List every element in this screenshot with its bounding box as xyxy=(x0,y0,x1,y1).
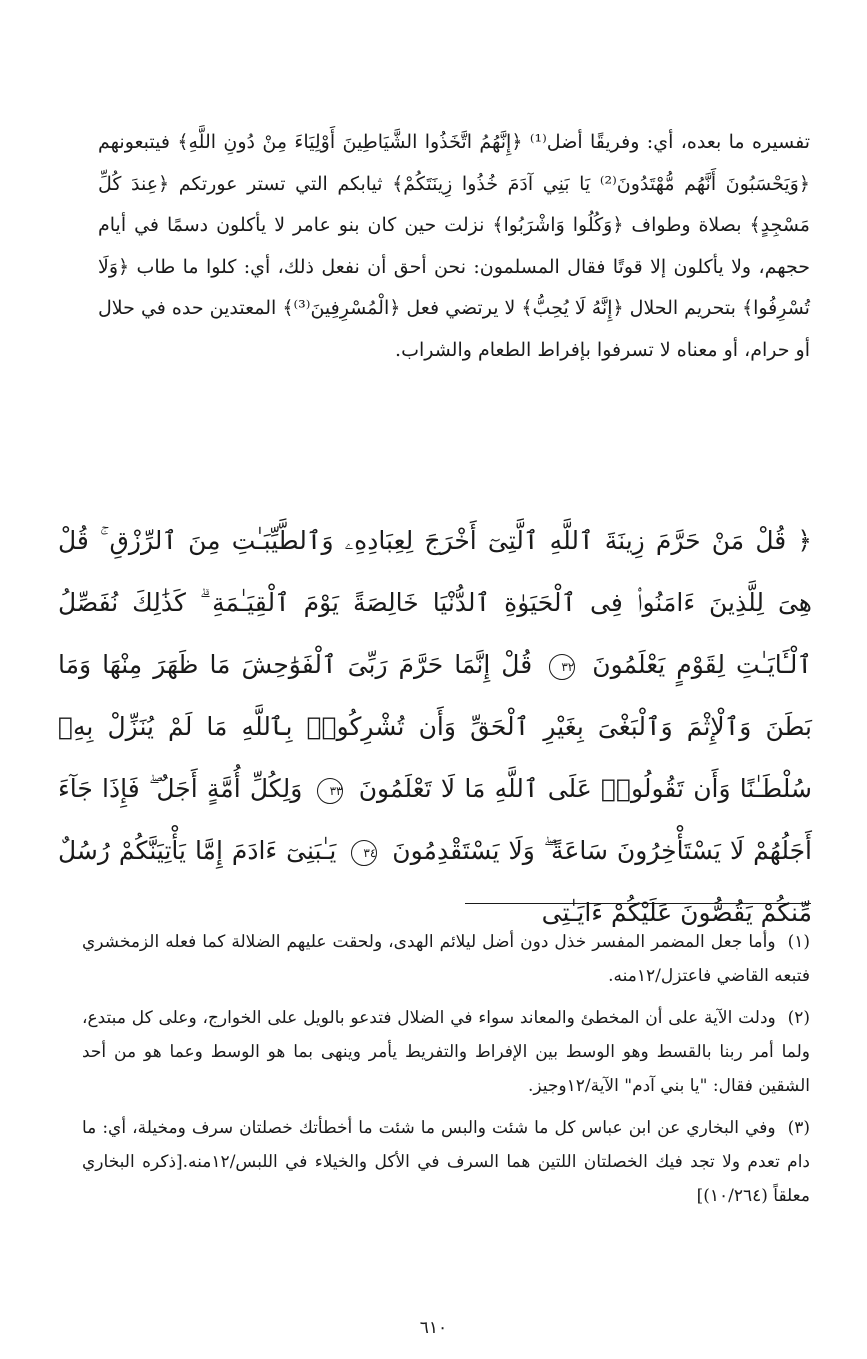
footnote-text: وأما جعل المضمر المفسر خذل دون أضل ليلائم الهدى، ولحقت عليهم الضلالة كما فعله الزمخشري فتبعه القاضي فاعتزل/١٢منه. xyxy=(82,932,810,986)
commentary-line-1: تفسيره ما بعده، أي: وفريقًا أضل⁽¹⁾ ﴿إِنَّهُمُ اتَّخَذُوا الشَّيَاطِينَ أَوْلِيَاءَ مِنْ دُونِ اللَّهِ﴾ xyxy=(177,131,810,153)
commentary-line-4: كان بنو عامر لا يأكلون دسمًا في أيام حجهم، ولا يأكلون إلا قوتًا فقال المسلمون: xyxy=(98,214,810,278)
footnote-number: (٢) xyxy=(787,1008,810,1028)
page-number: ٦١٠ xyxy=(419,1318,448,1338)
footnote-text: وفي البخاري عن ابن عباس كل ما شئت والبس ما شئت ما أخطأتك خصلتان سرف ومخيلة، أي: ما دام تعدم ولا تجد فيك الخصلتان اللتين هما السرف في الأكل والخيلاء في اللبس/١٢منه.[ذكره البخاري معلقاً (١٠/٢٦٤)] xyxy=(82,1118,810,1206)
verse-text: ﴿ قُلْ مَنْ حَرَّمَ زِينَةَ ٱللَّهِ ٱلَّتِىٓ أَخْرَجَ لِعِبَادِهِۦ وَٱلطَّيِّبَـٰتِ مِنَ ٱلرِّزْقِ ۚ قُلْ هِىَ لِلَّذِينَ ءَامَنُوا۟ فِى ٱلْحَيَوٰةِ ٱلدُّنْيَا خَالِصَةً يَوْمَ ٱلْقِيَـٰمَةِ ۗ كَذَٰلِكَ نُفَصِّلُ ٱلْـَٔايَـٰتِ لِقَوْمٍ يَعْلَمُونَ xyxy=(58,526,812,679)
footnote-number: (١) xyxy=(787,932,810,952)
quran-verses xyxy=(58,510,812,944)
ayah-marker: ٣٢ xyxy=(549,654,575,680)
footnote xyxy=(82,925,810,993)
footnote-text: ودلت الآية على أن المخطئ والمعاند سواء في الضلال فتدعو بالويل على الخوارج، وعلى كل مبتدع، ولما أمر ربنا بالقسط وهو الوسط بين الإفراط والتفريط يأمر وينهى بما هو الوسط وعما هو من أحد الشقين فقال: "يا بني آدم" الآية/١٢وجيز. xyxy=(82,1008,810,1096)
commentary-text xyxy=(98,122,810,371)
verse-text: يَـٰبَنِىٓ ءَادَمَ إِمَّا يَأْتِيَنَّكُمْ رُسُلٌ مِّنكُمْ يَقُصُّونَ عَلَيْكُمْ ءَايَـٰتِى xyxy=(58,836,812,927)
footnote xyxy=(82,1111,810,1213)
footnotes xyxy=(82,925,810,1221)
ayah-marker: ٣٣ xyxy=(317,778,343,804)
verse-text: وَلِكُلِّ أُمَّةٍ أَجَلٌ ۖ فَإِذَا جَآءَ أَجَلُهُمْ لَا يَسْتَأْخِرُونَ سَاعَةً ۖ وَلَا يَسْتَقْدِمُونَ xyxy=(58,774,813,865)
commentary-line-3: تستر عورتكم ﴿عِندَ كُلِّ مَسْجِدٍ﴾ بصلاة وطواف ﴿وَكُلُوا وَاشْرَبُوا﴾ نزلت حين xyxy=(98,172,810,236)
commentary-line-5: نحن أحق أن نفعل ذلك، أي: كلوا ما طاب ﴿وَلَا تُسْرِفُوا﴾ بتحريم الحلال ﴿إِنَّهُ لَا xyxy=(98,255,810,319)
footnote-number: (٣) xyxy=(787,1118,811,1138)
commentary-line-2: فيتبعونهم ﴿وَيَحْسَبُونَ أَنَّهُم مُّهْتَدُونَ⁽²⁾ يَا بَنِي آدَمَ خُذُوا زِينَتَكُمْ﴾ ثيابكم التي xyxy=(98,131,810,195)
commentary-line-7: تسرفوا بإفراط الطعام والشراب. xyxy=(395,338,654,361)
ayah-marker: ٣٤ xyxy=(351,840,377,866)
footnote-separator xyxy=(465,903,811,904)
footnote xyxy=(82,1001,810,1103)
commentary-line-6: يُحِبُّ﴾ لا يرتضي فعل ﴿الْمُسْرِفِينَ⁽³⁾﴾ المعتدين حده في حلال أو حرام، أو معناه لا xyxy=(98,297,810,361)
verse-text: قُلْ إِنَّمَا حَرَّمَ رَبِّىَ ٱلْفَوَٰحِشَ مَا ظَهَرَ مِنْهَا وَمَا بَطَنَ وَٱلْإِثْمَ وَٱلْبَغْىَ بِغَيْرِ ٱلْحَقِّ وَأَن تُشْرِكُوا۟ بِٱللَّهِ مَا لَمْ يُنَزِّلْ بِهِۦ سُلْطَـٰنًا وَأَن تَقُولُوا۟ عَلَى ٱللَّهِ مَا لَا تَعْلَمُونَ xyxy=(58,650,812,803)
